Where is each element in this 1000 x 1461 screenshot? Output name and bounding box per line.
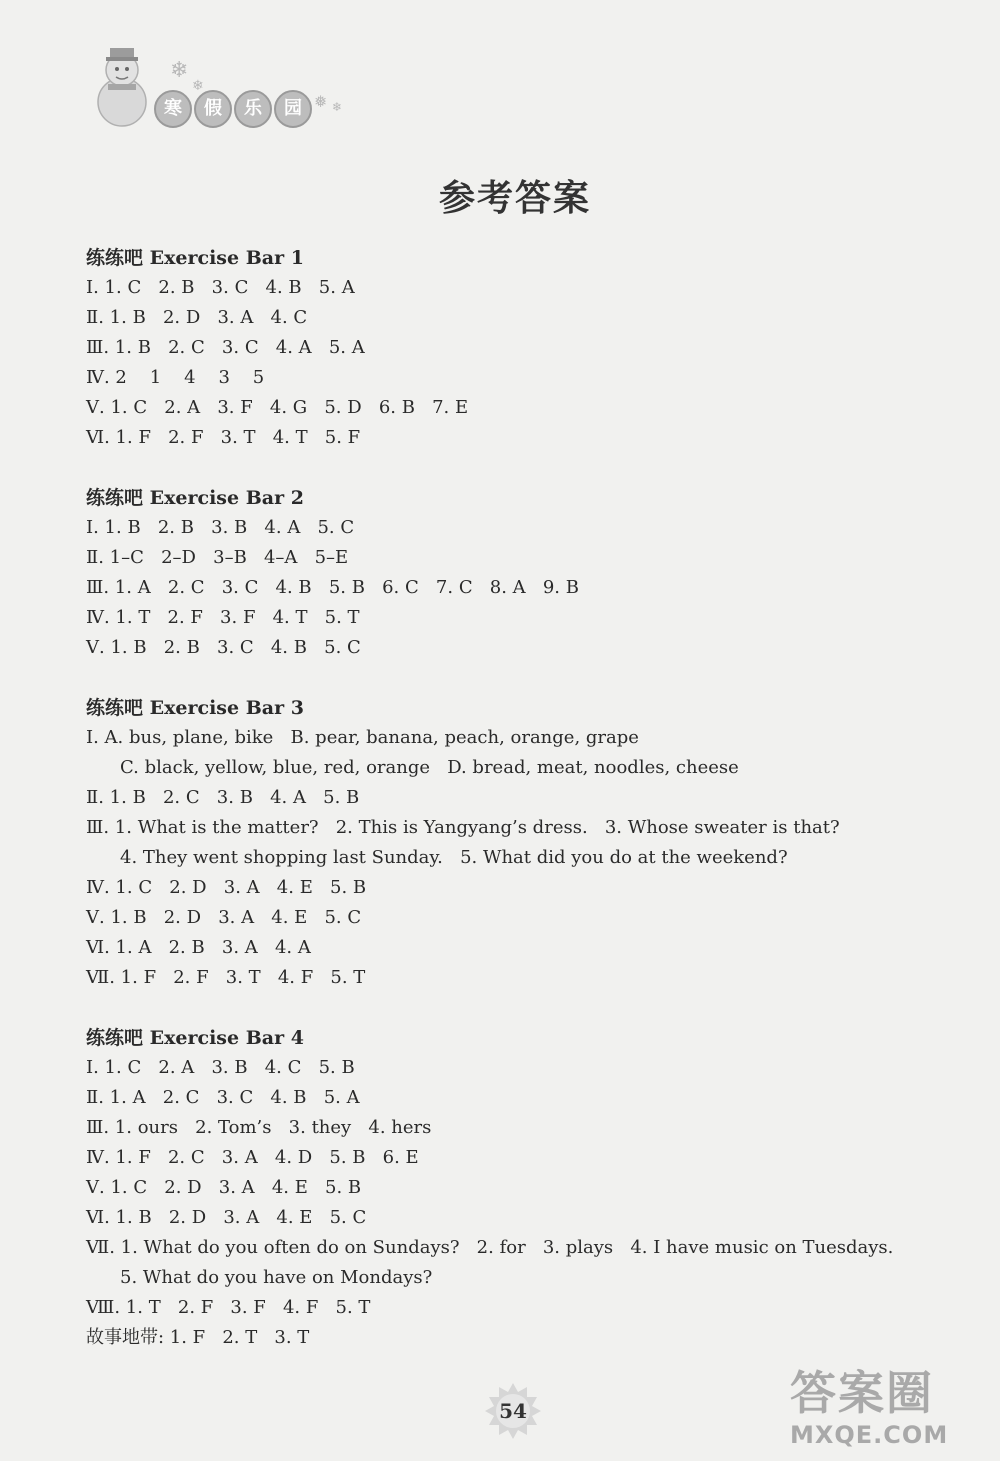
answer-line: Ⅱ. 1. B 2. C 3. B 4. A 5. B: [86, 787, 360, 808]
answer-line: Ⅴ. 1. C 2. D 3. A 4. E 5. B: [86, 1177, 362, 1198]
answer-content: [86, 243, 916, 1353]
logo-title: [154, 90, 312, 128]
watermark-url: MXQE.COM: [790, 1421, 949, 1449]
page-number: 54: [499, 1399, 527, 1423]
logo-char: 寒: [154, 90, 192, 128]
snowflake-icon: ❄: [332, 100, 343, 114]
answer-line: Ⅳ. 2 1 4 3 5: [86, 367, 265, 388]
answer-line: Ⅶ. 1. F 2. F 3. T 4. F 5. T: [86, 967, 366, 988]
winter-holiday-logo: [92, 40, 362, 140]
watermark-logo-text: 答案圈: [790, 1366, 934, 1420]
answer-line: Ⅶ. 1. What do you often do on Sundays? 2. for 3. plays 4. I have music on Tuesdays.: [86, 1237, 894, 1258]
answer-line: Ⅴ. 1. B 2. B 3. C 4. B 5. C: [86, 637, 361, 658]
answer-line: Ⅲ. 1. B 2. C 3. C 4. A 5. A: [86, 337, 365, 358]
section-title: 练练吧 Exercise Bar 4: [86, 1027, 304, 1049]
logo-char: 园: [274, 90, 312, 128]
answer-line: Ⅰ. 1. C 2. A 3. B 4. C 5. B: [86, 1057, 355, 1078]
section-title: 练练吧 Exercise Bar 2: [86, 487, 304, 509]
answer-line: Ⅳ. 1. F 2. C 3. A 4. D 5. B 6. E: [86, 1147, 419, 1168]
answer-line: Ⅳ. 1. C 2. D 3. A 4. E 5. B: [86, 877, 367, 898]
logo-char: 假: [194, 90, 232, 128]
section-gap: [86, 453, 916, 483]
answer-line: Ⅴ. 1. C 2. A 3. F 4. G 5. D 6. B 7. E: [86, 397, 469, 418]
snowman-icon: [92, 40, 152, 130]
answer-line: Ⅲ. 1. A 2. C 3. C 4. B 5. B 6. C 7. C 8. A 9. B: [86, 577, 579, 598]
section-title: 练练吧 Exercise Bar 1: [86, 247, 304, 269]
answer-line: Ⅵ. 1. A 2. B 3. A 4. A: [86, 937, 311, 958]
snowflake-icon: ❅: [314, 92, 328, 111]
answer-line: 4. They went shopping last Sunday. 5. What did you do at the weekend?: [120, 847, 788, 868]
snowflake-icon: ❄: [192, 78, 204, 94]
answer-line: Ⅲ. 1. What is the matter? 2. This is Yangyang’s dress. 3. Whose sweater is that?: [86, 817, 840, 838]
answer-line: Ⅲ. 1. ours 2. Tom’s 3. they 4. hers: [86, 1117, 432, 1138]
section-title: 练练吧 Exercise Bar 3: [86, 697, 304, 719]
answer-line: Ⅵ. 1. F 2. F 3. T 4. T 5. F: [86, 427, 361, 448]
answer-line: Ⅰ. A. bus, plane, bike B. pear, banana, peach, orange, grape: [86, 727, 639, 748]
watermark: [790, 1365, 990, 1455]
section-gap: [86, 663, 916, 693]
section-gap: [86, 993, 916, 1023]
answer-line: Ⅷ. 1. T 2. F 3. F 4. F 5. T: [86, 1297, 371, 1318]
answer-line: Ⅰ. 1. B 2. B 3. B 4. A 5. C: [86, 517, 355, 538]
page-title: 参考答案: [438, 177, 591, 219]
answer-line: Ⅱ. 1–C 2–D 3–B 4–A 5–E: [86, 547, 349, 568]
answer-line: Ⅱ. 1. B 2. D 3. A 4. C: [86, 307, 308, 328]
answer-line: Ⅳ. 1. T 2. F 3. F 4. T 5. T: [86, 607, 360, 628]
answer-line: C. black, yellow, blue, red, orange D. bread, meat, noodles, cheese: [120, 757, 739, 778]
answer-line: Ⅵ. 1. B 2. D 3. A 4. E 5. C: [86, 1207, 367, 1228]
answer-line: Ⅴ. 1. B 2. D 3. A 4. E 5. C: [86, 907, 362, 928]
answer-line: Ⅰ. 1. C 2. B 3. C 4. B 5. A: [86, 277, 355, 298]
answer-line: 5. What do you have on Mondays?: [120, 1267, 433, 1288]
answer-line: Ⅱ. 1. A 2. C 3. C 4. B 5. A: [86, 1087, 360, 1108]
answer-line: 故事地带: 1. F 2. T 3. T: [86, 1327, 310, 1348]
snowflake-icon: ❄: [170, 58, 189, 83]
logo-char: 乐: [234, 90, 272, 128]
page-number-badge: [484, 1382, 542, 1440]
